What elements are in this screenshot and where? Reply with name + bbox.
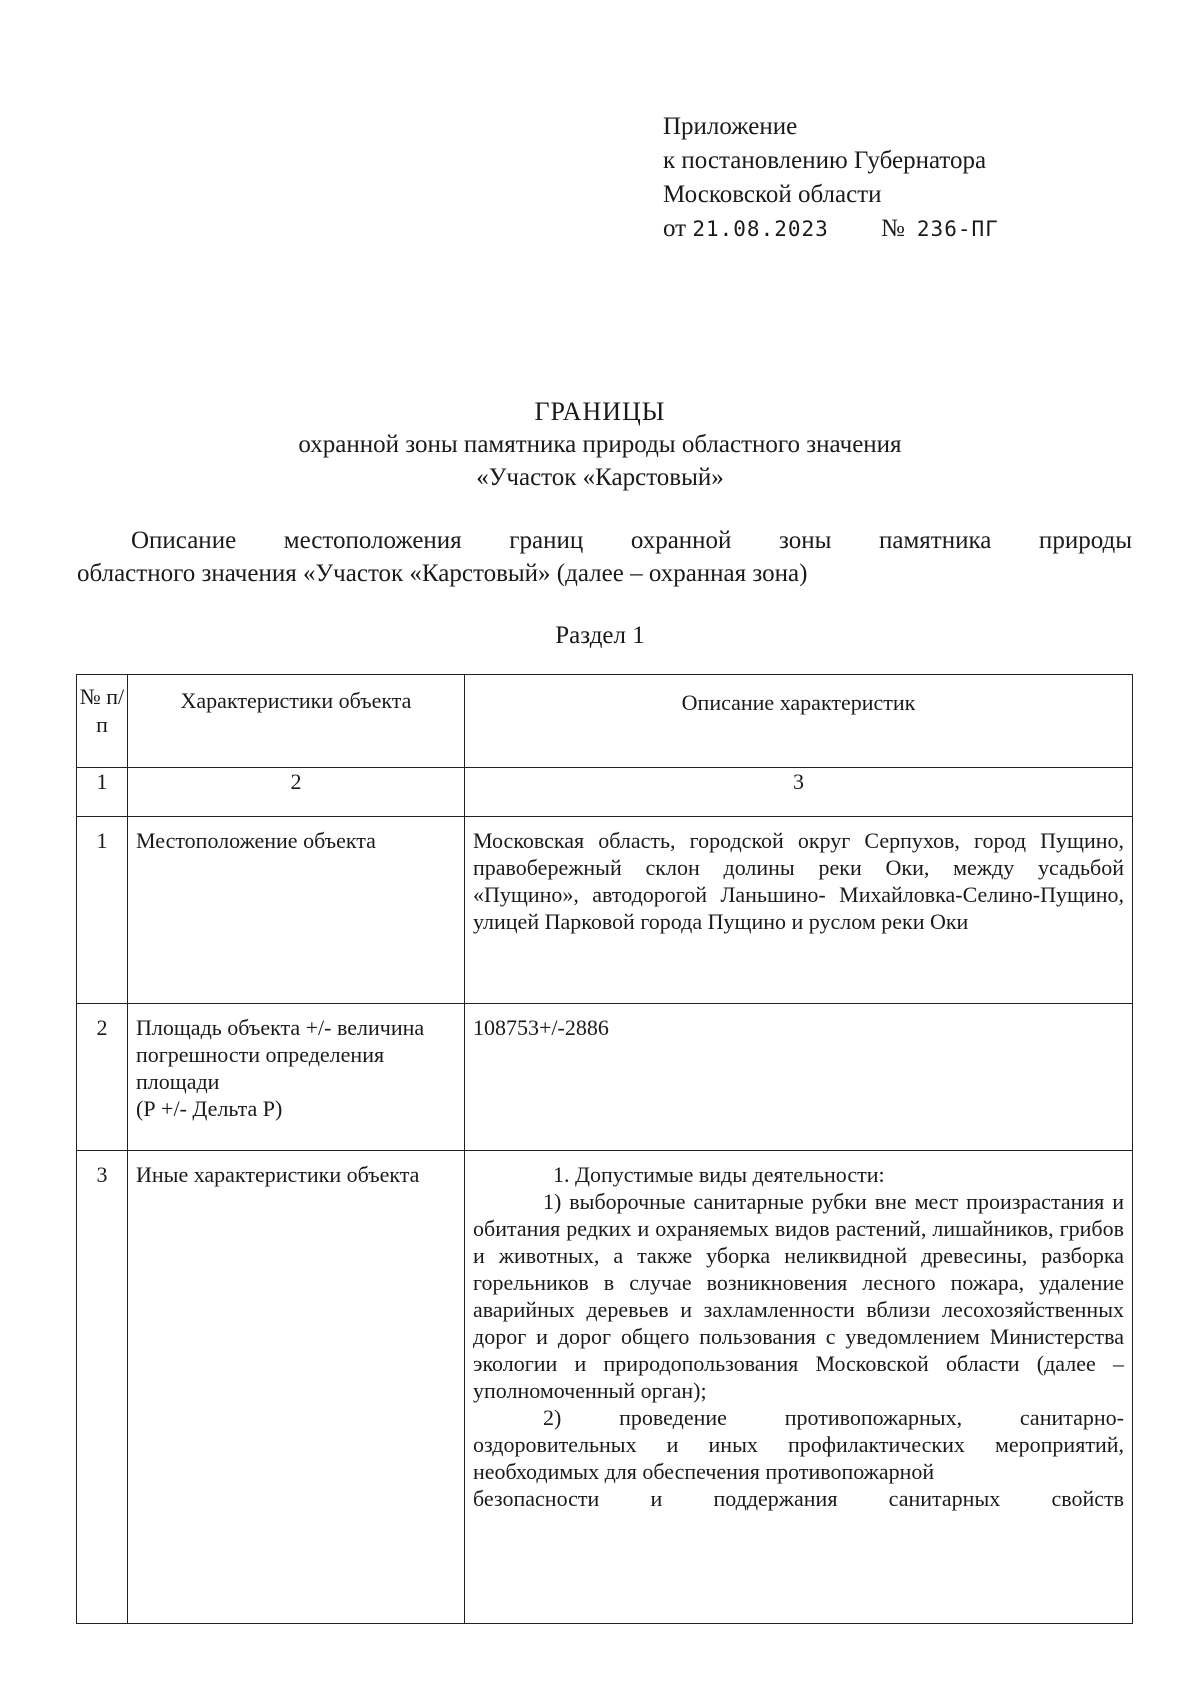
activity-item: 2) проведение противопожарных, санитарно-оздоровительных и иных профилактических мероприятий, необходимых для обеспечения противопожарной bbox=[473, 1405, 1124, 1484]
table-row bbox=[77, 817, 1133, 1004]
column-index: 2 bbox=[128, 768, 465, 817]
activities-heading: 1. Допустимые виды деятельности: bbox=[553, 1162, 885, 1187]
appendix-title: Приложение bbox=[663, 113, 798, 140]
characteristics-table bbox=[76, 674, 1133, 1624]
column-index-row bbox=[77, 768, 1133, 817]
activity-item-continuation: безопасности и поддержания санитарных свойств bbox=[473, 1486, 1124, 1511]
table-row bbox=[77, 1151, 1133, 1624]
number-sign: № bbox=[881, 215, 905, 242]
header-num: № п/п bbox=[77, 675, 128, 768]
row-label-formula: (Р +/- Дельта Р) bbox=[136, 1096, 283, 1121]
description-paragraph bbox=[77, 524, 1132, 590]
header-characteristic: Характеристики объекта bbox=[128, 675, 465, 768]
table-row bbox=[77, 1004, 1133, 1151]
date-value: 21.08.2023 bbox=[692, 217, 829, 241]
row-label: Местоположение объекта bbox=[128, 817, 465, 1004]
description-line-2: областного значения «Участок «Карстовый» (далее – охранная зона) bbox=[77, 560, 808, 587]
row-number: 2 bbox=[77, 1004, 128, 1151]
table-header-row bbox=[77, 675, 1133, 768]
row-value: 108753+/-2886 bbox=[465, 1004, 1133, 1151]
appendix-date-line bbox=[663, 212, 999, 246]
title-main: ГРАНИЦЫ bbox=[534, 397, 666, 426]
appendix-block bbox=[663, 110, 999, 246]
row-value: Московская область, городской округ Серпухов, город Пущино, правобережный склон долины реки Оки, между усадьбой «Пущино», автодорогой Ланьшино- Михайловка-Селино-Пущино, улицей Парковой города Пущино и руслом реки Оки bbox=[465, 817, 1133, 1004]
column-index: 3 bbox=[465, 768, 1133, 817]
title-subtitle: охранной зоны памятника природы областного значения bbox=[298, 431, 902, 458]
row-label-line: Площадь объекта +/- величина погрешности определения площади bbox=[136, 1015, 425, 1094]
appendix-region: Московской области bbox=[663, 181, 882, 208]
row-number: 3 bbox=[77, 1151, 128, 1624]
activity-item: 1) выборочные санитарные рубки вне мест произрастания и обитания редких и охраняемых видов растений, лишайников, грибов и животных, а также уборка неликвидной древесины, разборка горельников в случае возникновения лесного пожара, удаление аварийных деревьев и захламленности вблизи лесохозяйственных дорог и дорог общего пользования с уведомлением Министерства экологии и природопользования Московской области (далее – уполномоченный орган); bbox=[473, 1189, 1124, 1403]
title-object: «Участок «Карстовый» bbox=[476, 464, 724, 491]
number-value: 236-ПГ bbox=[916, 217, 999, 241]
header-description: Описание характеристик bbox=[465, 675, 1133, 768]
row-number: 1 bbox=[77, 817, 128, 1004]
date-prefix: от bbox=[663, 215, 687, 242]
row-value bbox=[465, 1151, 1133, 1624]
row-label: Иные характеристики объекта bbox=[128, 1151, 465, 1624]
description-line-1: Описание местоположения границ охранной зоны памятника природы bbox=[131, 527, 1132, 554]
row-label bbox=[128, 1004, 465, 1151]
appendix-resolution: к постановлению Губернатора bbox=[663, 147, 987, 174]
column-index: 1 bbox=[77, 768, 128, 817]
section-label: Раздел 1 bbox=[555, 622, 645, 649]
number-prefix bbox=[881, 215, 999, 242]
document-title bbox=[0, 395, 1200, 494]
